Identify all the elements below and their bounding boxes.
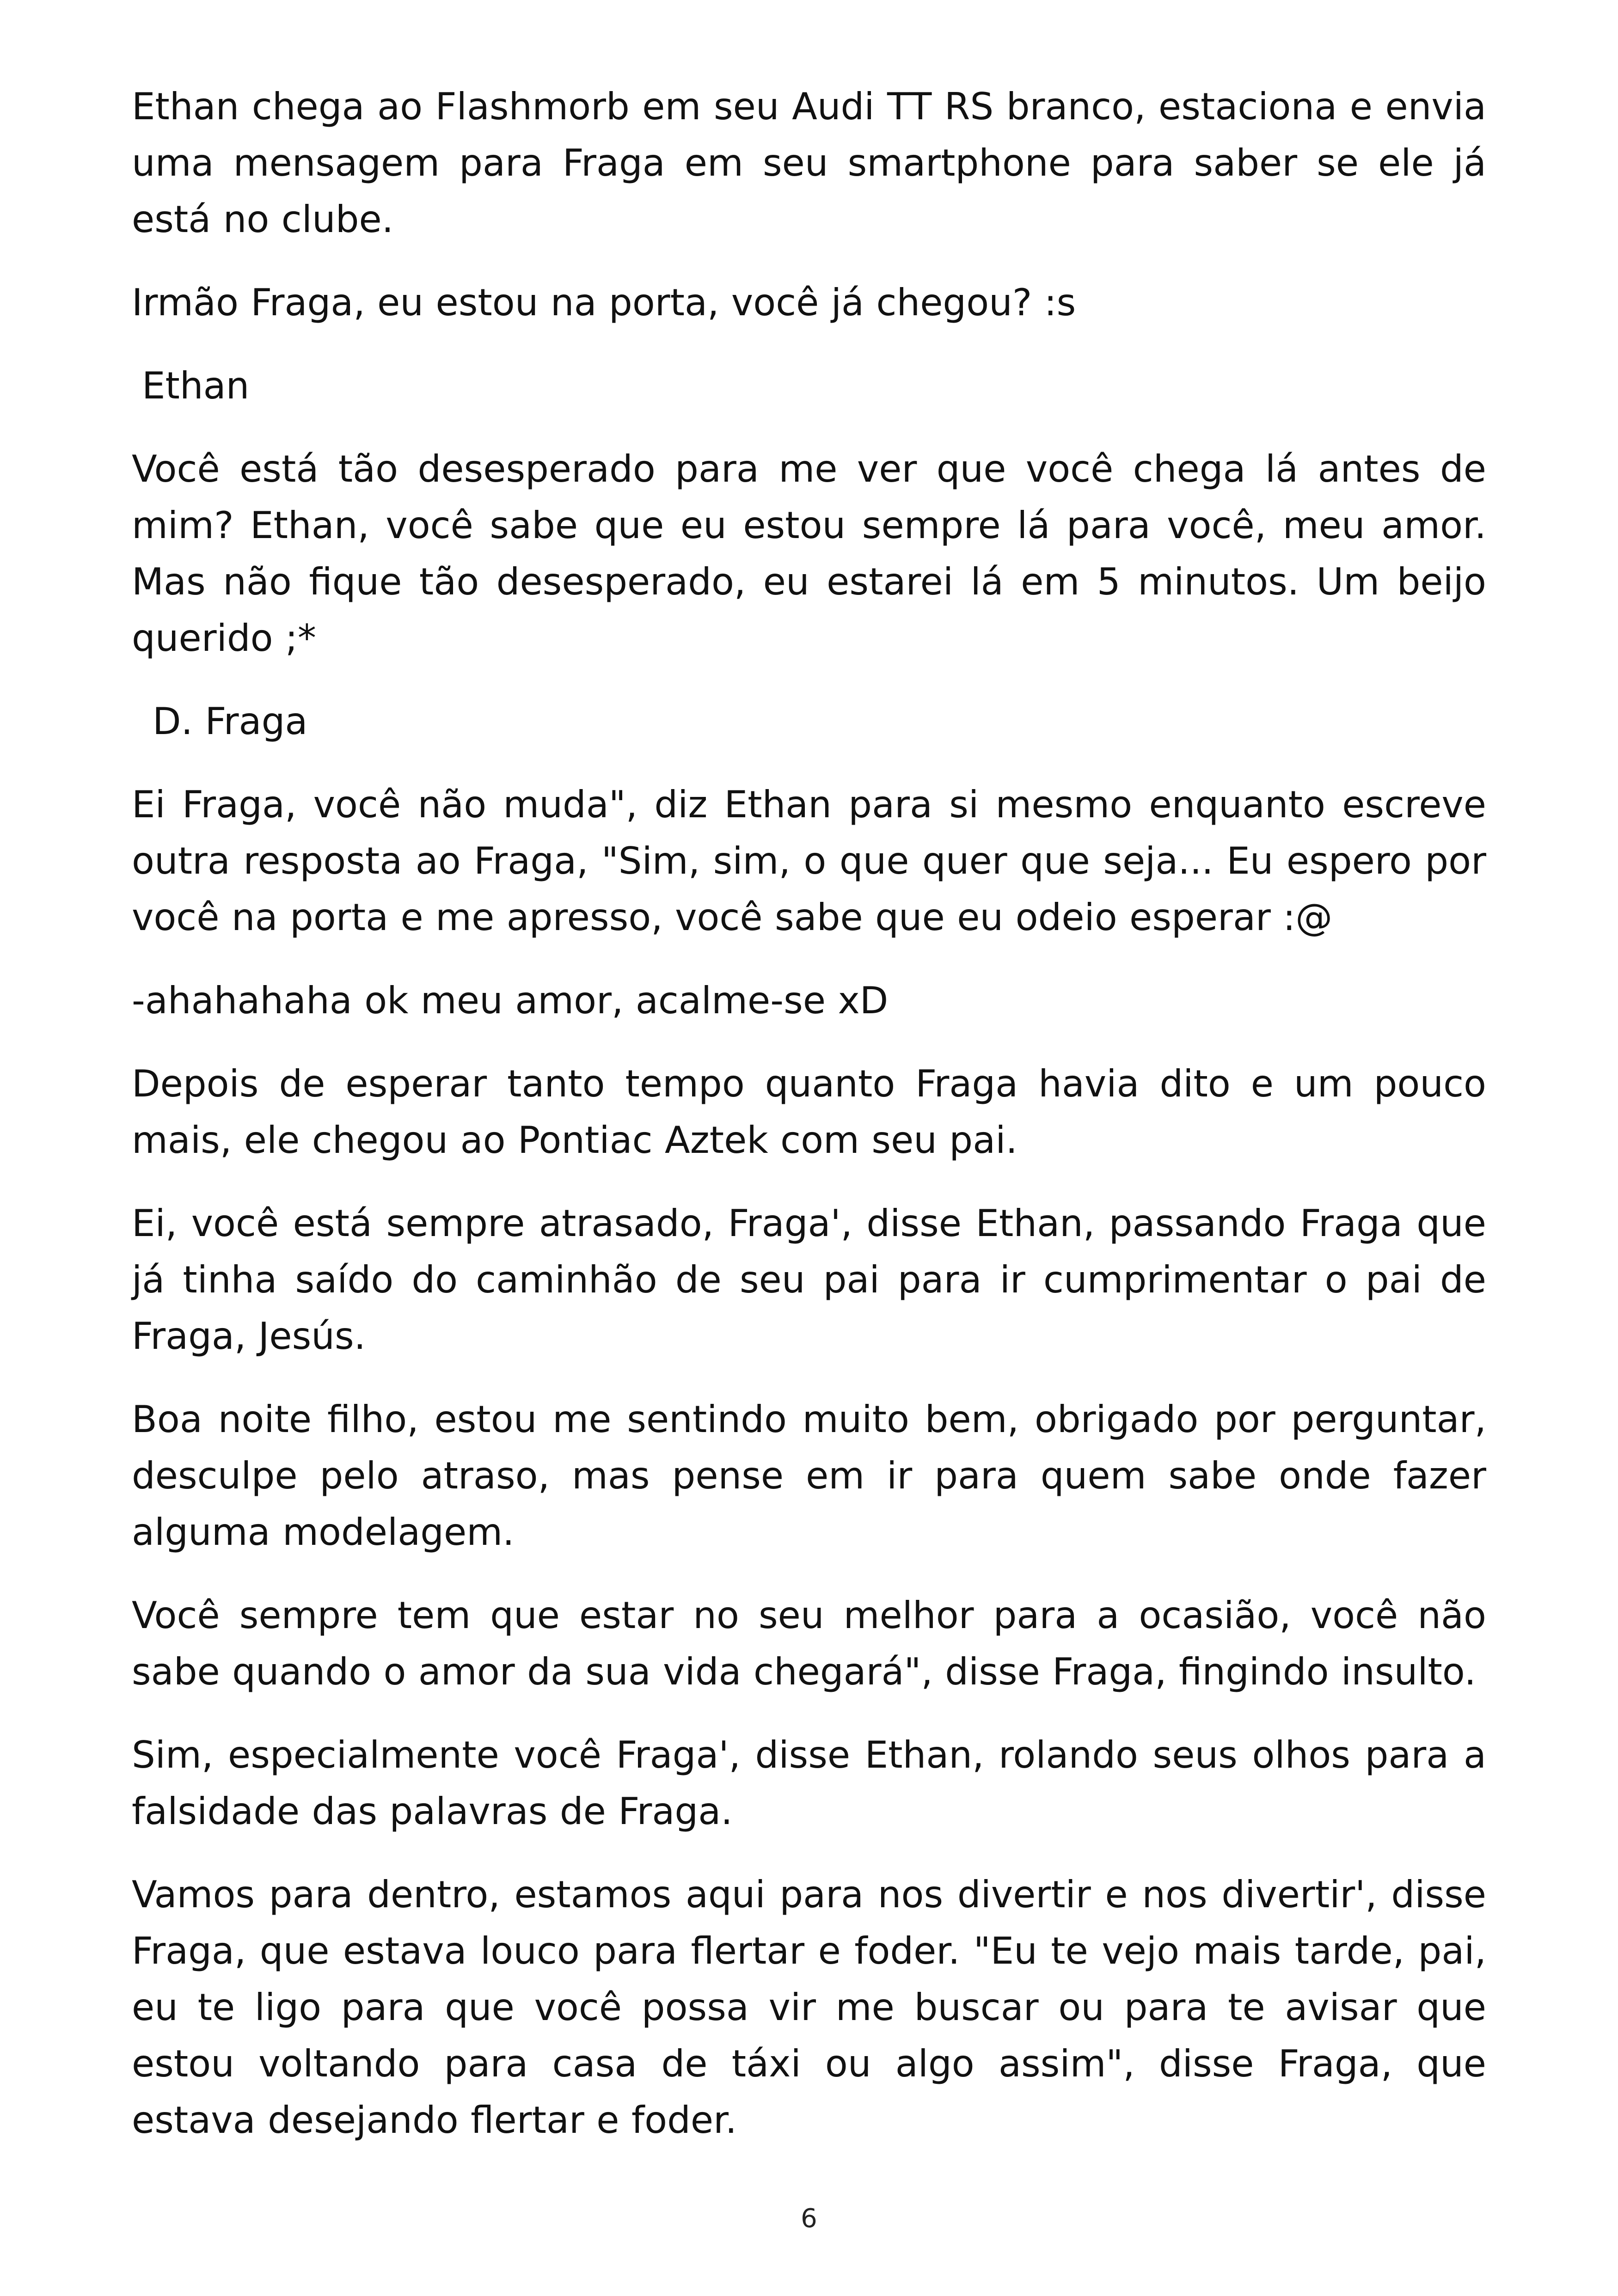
text-message-ethan: Irmão Fraga, eu estou na porta, você já chegou? :s	[132, 281, 1076, 324]
paragraph-10: Boa noite filho, estou me sentindo muito bem, obrigado por perguntar, desculpe pelo atraso, mas pense em ir para quem sabe onde fazer alguma modelagem.	[132, 1398, 1486, 1554]
signature-ethan: Ethan	[142, 364, 250, 407]
page-number: 6	[801, 2204, 817, 2234]
paragraph-9: Ei, você está sempre atrasado, Fraga', disse Ethan, passando Fraga que já tinha saído do caminhão de seu pai para ir cumprimentar o pai de Fraga, Jesús.	[132, 1202, 1486, 1358]
paragraph-11: Você sempre tem que estar no seu melhor para a ocasião, você não sabe quando o amor da sua vida chegará", disse Fraga, fingindo insulto.	[132, 1594, 1486, 1693]
paragraph-8: Depois de esperar tanto tempo quanto Fraga havia dito e um pouco mais, ele chegou ao Pontiac Aztek com seu pai.	[132, 1062, 1486, 1162]
signature-fraga: D. Fraga	[153, 700, 308, 743]
paragraph-13: Vamos para dentro, estamos aqui para nos divertir e nos divertir', disse Fraga, que estava louco para flertar e foder. "Eu te vejo mais tarde, pai, eu te ligo para que você possa vir me buscar ou para te avisar que estou voltando para casa de táxi ou algo assim", disse Fraga, que estava desejando flertar e foder.	[132, 1873, 1486, 2142]
page-body	[132, 79, 1486, 2175]
paragraph-6: Ei Fraga, você não muda", diz Ethan para si mesmo enquanto escreve outra resposta ao Fraga, "Sim, sim, o que quer que seja... Eu espero por você na porta e me apresso, você sabe que eu odeio esperar :@	[132, 783, 1486, 939]
paragraph-12: Sim, especialmente você Fraga', disse Ethan, rolando seus olhos para a falsidade das palavras de Fraga.	[132, 1733, 1486, 1833]
paragraph-1: Ethan chega ao Flashmorb em seu Audi TT RS branco, estaciona e envia uma mensagem para Fraga em seu smartphone para saber se ele já está no clube.	[132, 85, 1486, 241]
paragraph-7: -ahahahaha ok meu amor, acalme-se xD	[132, 979, 889, 1022]
text-message-fraga: Você está tão desesperado para me ver que você chega lá antes de mim? Ethan, você sabe que eu estou sempre lá para você, meu amor. Mas não fique tão desesperado, eu estarei lá em 5 minutos. Um beijo querido ;*	[132, 447, 1486, 660]
